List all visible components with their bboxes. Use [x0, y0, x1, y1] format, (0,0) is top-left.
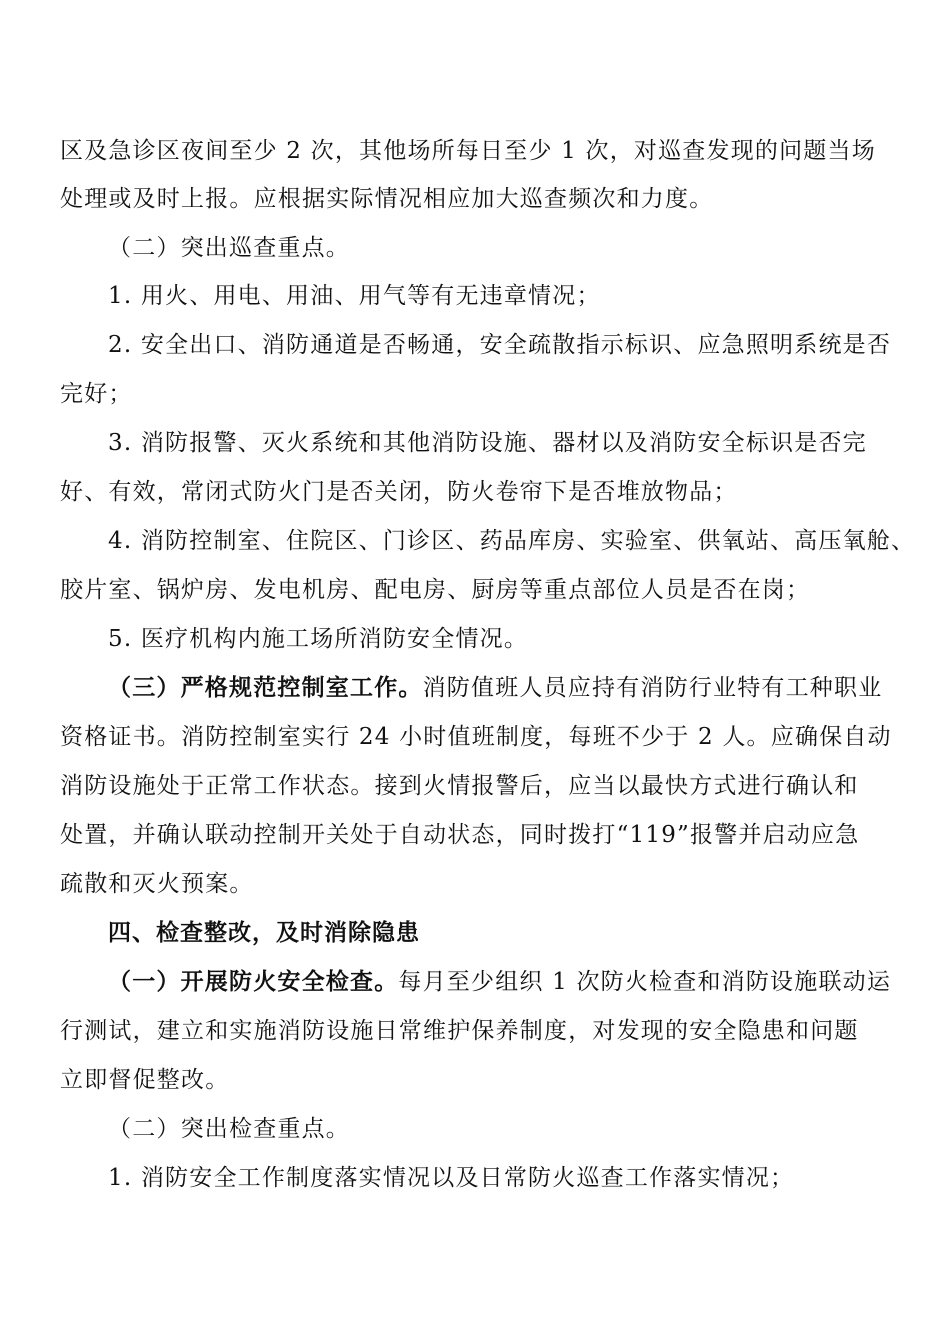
list-item: 5. 医疗机构内施工场所消防安全情况。: [108, 626, 529, 652]
paragraph-line: 完好；: [60, 381, 133, 407]
paragraph-line: 立即督促整改。: [60, 1067, 230, 1093]
paragraph-line: 胶片室、锅炉房、发电机房、配电房、厨房等重点部位人员是否在岗；: [60, 577, 811, 603]
section-subheading: （二）突出巡查重点。: [108, 235, 350, 261]
paragraph-line: 好、有效，常闭式防火门是否关闭，防火卷帘下是否堆放物品；: [60, 479, 738, 505]
paragraph-line: 区及急诊区夜间至少 2 次，其他场所每日至少 1 次，对巡查发现的问题当场: [60, 138, 876, 164]
paragraph-line: 行测试，建立和实施消防设施日常维护保养制度，对发现的安全隐患和问题: [60, 1018, 859, 1044]
list-item: 4. 消防控制室、住院区、门诊区、药品库房、实验室、供氧站、高压氧舱、: [108, 528, 916, 554]
list-item: 1. 消防安全工作制度落实情况以及日常防火巡查工作落实情况；: [108, 1165, 795, 1191]
section-subheading: （二）突出检查重点。: [108, 1116, 350, 1142]
paragraph-lead: （一）开展防火安全检查。: [108, 969, 399, 995]
list-item: 3. 消防报警、灭火系统和其他消防设施、器材以及消防安全标识是否完: [108, 430, 867, 456]
paragraph-line: 资格证书。消防控制室实行 24 小时值班制度，每班不少于 2 人。应确保自动: [60, 724, 892, 750]
paragraph-text: 每月至少组织 1 次防火检查和消防设施联动运: [398, 969, 892, 995]
paragraph-line: 处置，并确认联动控制开关处于自动状态，同时拨打“119”报警并启动应急: [60, 822, 860, 848]
section-heading: 四、检查整改，及时消除隐患: [108, 920, 420, 946]
paragraph-line: [108, 967, 950, 997]
paragraph-line: 疏散和灭火预案。: [60, 871, 254, 897]
paragraph-line: [108, 673, 950, 703]
paragraph-line: 处理或及时上报。应根据实际情况相应加大巡查频次和力度。: [60, 186, 714, 212]
list-item: 2. 安全出口、消防通道是否畅通，安全疏散指示标识、应急照明系统是否: [108, 332, 892, 358]
paragraph-line: 消防设施处于正常工作状态。接到火情报警后，应当以最快方式进行确认和: [60, 773, 859, 799]
list-item: 1. 用火、用电、用油、用气等有无违章情况；: [108, 283, 601, 309]
paragraph-text: 消防值班人员应持有消防行业特有工种职业: [422, 675, 883, 701]
paragraph-lead: （三）严格规范控制室工作。: [108, 675, 423, 701]
